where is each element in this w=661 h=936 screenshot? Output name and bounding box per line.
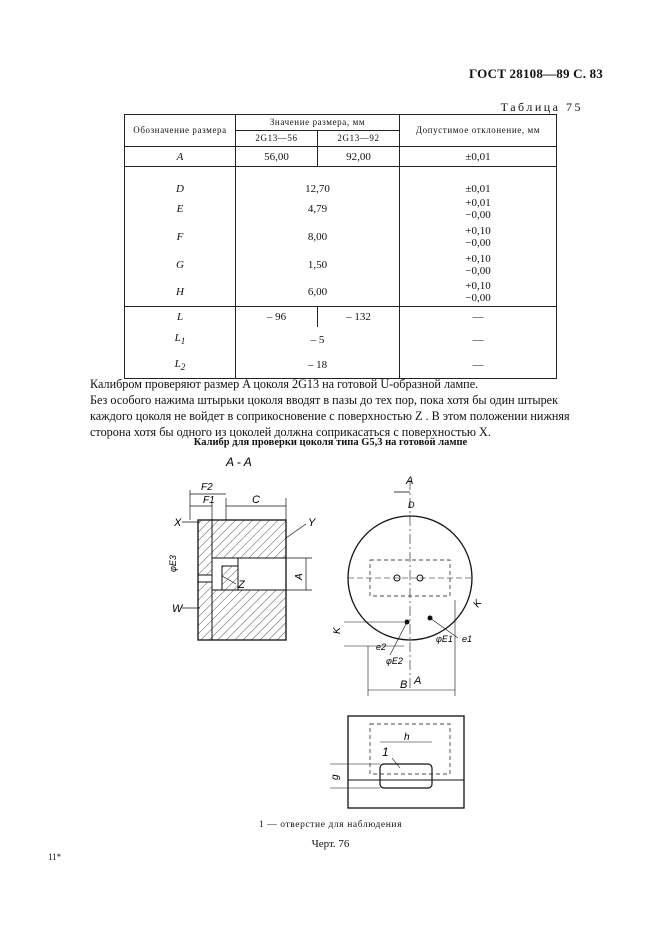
label-phi-e1: φE1 [436, 634, 453, 644]
paragraph-2: Без особого нажима штырьки цоколя вводят в пазы до тех пор, пока хотя бы один штырек каждого цоколя не войдет в соприкосновение с поверхностью Z . В этом положении нижняя сторона хотя бы одного из цоколей должна соприкасаться с поверхностью X. [90, 393, 570, 439]
col-value: Значение размера, мм [236, 115, 400, 131]
table-row: $L_2$ – 18 — [125, 353, 557, 379]
gauge-drawing [0, 450, 661, 822]
label-g: g [330, 774, 341, 780]
plan-view [332, 475, 485, 696]
label-f1: F1 [203, 495, 215, 506]
label-z: Z [238, 579, 245, 591]
label-b: B [400, 679, 408, 691]
table-row: G 1,50 +0,10 −0,00 [125, 251, 557, 279]
label-k: K [332, 627, 343, 634]
col-designation: Обозначение размера [125, 115, 236, 147]
label-a-bottom: A [414, 675, 422, 687]
label-one: 1 [382, 745, 389, 759]
label-w: W [172, 603, 183, 615]
label-c: C [252, 494, 260, 506]
section-label: A - A [226, 455, 252, 469]
label-a-top: A [406, 475, 414, 487]
table-row: L – 96 – 132 — [125, 307, 557, 327]
label-h: h [404, 732, 410, 743]
footnote: 11* [48, 852, 62, 862]
col-2g13-56: 2G13—56 [236, 131, 318, 147]
table-row: D 12,70 ±0,01 [125, 167, 557, 195]
front-view [330, 716, 464, 808]
label-a: A [294, 573, 305, 580]
col-tolerance: Допустимое отклонение, мм [400, 115, 557, 147]
figure-note: 1 — отверстие для наблюдения [258, 820, 403, 830]
dimension-table [124, 114, 557, 379]
table-row: E 4,79 +0,01 −0,00 [125, 195, 557, 223]
label-phi-e2: φE2 [386, 656, 403, 666]
paragraph-1: Калибром проверяют размер A цоколя 2G13 на готовой U-образной лампе. [90, 377, 479, 391]
table-caption: Таблица 75 [500, 100, 583, 114]
label-y: Y [308, 517, 316, 529]
section-view [168, 455, 316, 640]
table-row: H 6,00 +0,10 −0,00 [125, 279, 557, 307]
label-k2: K [471, 597, 485, 610]
col-2g13-92: 2G13—92 [317, 131, 399, 147]
label-phi-e3: φE3 [168, 555, 178, 572]
label-e1: e1 [462, 634, 473, 644]
figure-title: Калибр для проверки цоколя типа G5,3 на готовой лампе [193, 437, 468, 448]
label-f2: F2 [201, 482, 213, 493]
figure-number: Черт. 76 [311, 838, 350, 850]
table-row: F 8,00 +0,10 −0,00 [125, 223, 557, 251]
page-header: ГОСТ 28108—89 С. 83 [469, 66, 603, 81]
table-row: A 56,00 92,00 ±0,01 [125, 147, 557, 167]
table-row: $L_1$ – 5 — [125, 327, 557, 353]
label-d: D [408, 500, 415, 510]
label-e2: e2 [376, 642, 387, 652]
label-x: X [174, 517, 182, 529]
